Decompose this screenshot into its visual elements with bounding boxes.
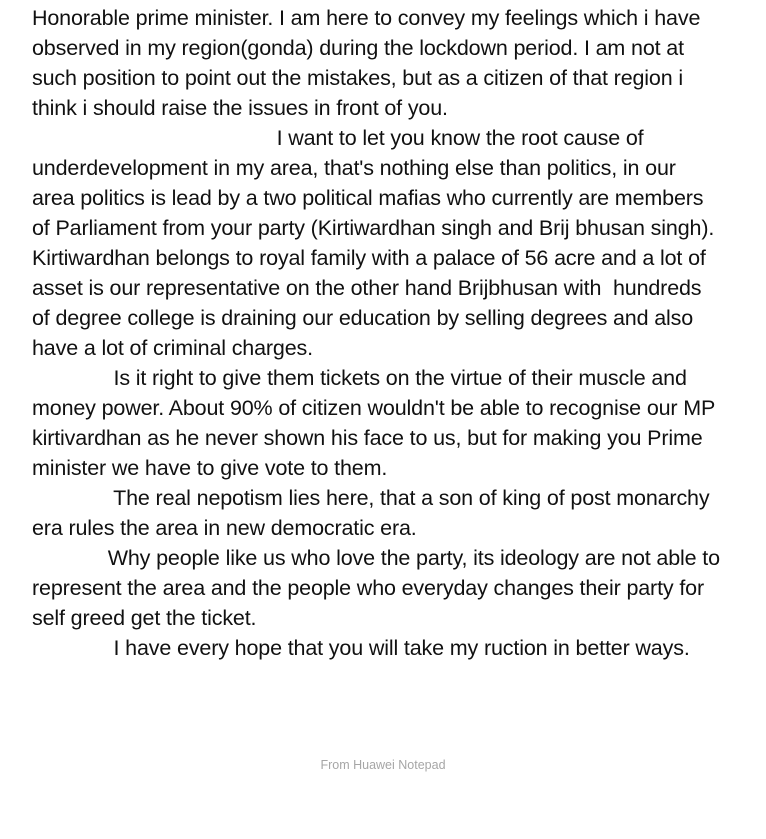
note-line: asset is our representative on the other hand Brijbhusan with hundreds [32, 276, 702, 300]
note-line: Kirtiwardhan belongs to royal family with a palace of 56 acre and a lot of [32, 246, 706, 270]
note-body [32, 3, 742, 663]
note-line: Is it right to give them tickets on the virtue of their muscle and [32, 366, 687, 390]
note-line: represent the area and the people who everyday changes their party for [32, 576, 704, 600]
note-line: Why people like us who love the party, its ideology are not able to [32, 546, 720, 570]
note-line: The real nepotism lies here, that a son of king of post monarchy [32, 486, 710, 510]
note-line: area politics is lead by a two political mafias who currently are members [32, 186, 704, 210]
footer-label: From Huawei Notepad [320, 758, 446, 772]
note-line: have a lot of criminal charges. [32, 336, 313, 360]
note-line: such position to point out the mistakes, but as a citizen of that region i [32, 66, 684, 90]
note-line: think i should raise the issues in front of you. [32, 96, 448, 120]
note-line: underdevelopment in my area, that's nothing else than politics, in our [32, 156, 676, 180]
note-line: observed in my region(gonda) during the lockdown period. I am not at [32, 36, 684, 60]
note-line: of degree college is draining our education by selling degrees and also [32, 306, 694, 330]
note-line: minister we have to give vote to them. [32, 456, 388, 480]
note-line: era rules the area in new democratic era. [32, 516, 417, 540]
note-line: Honorable prime minister. I am here to convey my feelings which i have [32, 6, 701, 30]
note-line: I want to let you know the root cause of [32, 126, 644, 150]
note-line: of Parliament from your party (Kirtiwardhan singh and Brij bhusan singh). [32, 216, 715, 240]
note-line: self greed get the ticket. [32, 606, 257, 630]
note-line: money power. About 90% of citizen wouldn't be able to recognise our MP [32, 396, 716, 420]
note-line: I have every hope that you will take my ruction in better ways. [32, 636, 690, 660]
note-line: kirtivardhan as he never shown his face to us, but for making you Prime [32, 426, 703, 450]
